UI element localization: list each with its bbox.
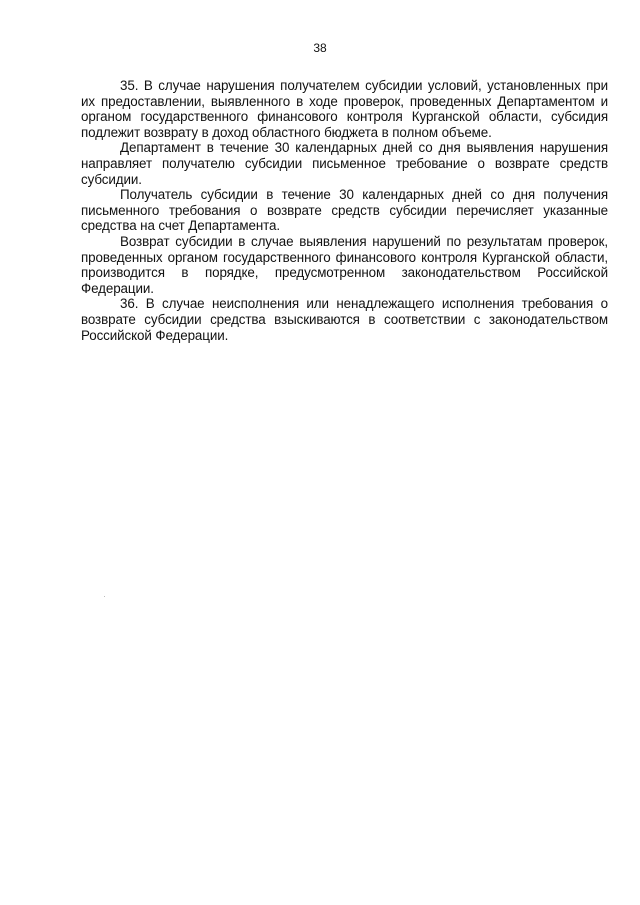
paragraph-35: 35. В случае нарушения получателем субсидии условий, установленных при их предоставлении, выявленного в ходе проверок, проведенных Департаментом и органом государственного финансового контроля Курганской области, субсидия подлежит возврату в доход областного бюджета в полном объеме. [81,78,608,140]
scan-speck [104,596,105,597]
paragraph-36: 36. В случае неисполнения или ненадлежащего исполнения требования о возврате субсидии средства взыскиваются в соответствии с законодательством Российской Федерации. [81,296,608,343]
paragraph-notification: Департамент в течение 30 календарных дней со дня выявления нарушения направляет получателю субсидии письменное требование о возврате средств субсидии. [81,140,608,187]
page-number: 38 [313,41,327,55]
document-body [81,78,608,343]
paragraph-refund-procedure: Возврат субсидии в случае выявления нарушений по результатам проверок, проведенных органом государственного финансового контроля Курганской области, производится в порядке, предусмотренном законодательством Российской Федерации. [81,233,608,296]
paragraph-transfer: Получатель субсидии в течение 30 календарных дней со дня получения письменного требования о возврате средств субсидии перечисляет указанные средства на счет Департамента. [81,187,608,234]
